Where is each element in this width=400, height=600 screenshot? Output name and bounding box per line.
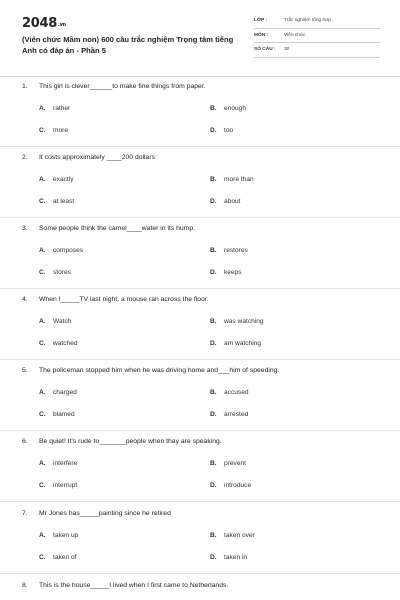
option-letter: B. [210, 247, 217, 254]
question [0, 581, 400, 597]
question-separator [0, 430, 400, 431]
option-letter: A. [39, 105, 46, 112]
meta-value: Trắc nghiệm tổng hợp [284, 18, 331, 23]
option-text: arrested [224, 411, 249, 418]
option-text: about [224, 198, 241, 205]
option-text: taken of [53, 554, 77, 561]
option-text: prevent [224, 460, 246, 467]
question-number: 1. [22, 83, 28, 90]
option-letter: D. [210, 554, 217, 561]
option-c[interactable] [39, 410, 75, 419]
question-stem: This girl is clever______to make fine things from paper. [39, 83, 206, 90]
logo-suffix: .vn [57, 22, 66, 28]
option-text: restores [224, 247, 248, 254]
option-text: at least [53, 198, 75, 205]
option-c[interactable] [39, 339, 78, 348]
option-letter: C. [39, 340, 46, 347]
question-number: 6. [22, 438, 28, 445]
question-stem: This is the house_____I lived when I first came to Netherlands. [39, 582, 229, 589]
page-header [0, 0, 400, 76]
meta-row-subject [254, 29, 380, 44]
option-letter: B. [210, 176, 217, 183]
option-letter: D. [210, 340, 217, 347]
question-text [22, 437, 222, 446]
question-number: 3. [22, 225, 28, 232]
question [0, 366, 400, 426]
option-d[interactable] [210, 553, 247, 562]
question [0, 295, 400, 355]
option-letter: C. [39, 411, 46, 418]
question-number: 4. [22, 296, 28, 303]
question-text [22, 509, 171, 518]
question-number: 8. [22, 582, 28, 589]
option-c[interactable] [39, 268, 71, 277]
option-a[interactable] [39, 459, 77, 468]
option-c[interactable] [39, 197, 74, 206]
option-text: accused [224, 389, 249, 396]
option-letter: C. [39, 554, 46, 561]
option-letter: B. [210, 318, 217, 325]
meta-row-count [254, 43, 380, 58]
meta-label: LỚP : [254, 18, 268, 23]
question [0, 224, 400, 284]
question [0, 509, 400, 569]
option-text: taken over [224, 532, 255, 539]
question-text [22, 581, 228, 590]
question-stem: Some people think the camel____water in its hump. [39, 225, 196, 232]
question-number: 5. [22, 367, 28, 374]
question-separator [0, 573, 400, 574]
question-stem: It costs approximately ____200 dollars [39, 154, 155, 161]
option-letter: C. [39, 269, 46, 276]
option-letter: D. [210, 411, 217, 418]
question-separator [0, 217, 400, 218]
option-d[interactable] [210, 410, 248, 419]
option-letter: D. [210, 269, 217, 276]
option-a[interactable] [39, 175, 74, 184]
meta-value: 30 [284, 47, 290, 52]
option-d[interactable] [210, 481, 251, 490]
document-title: (Viên chức Mầm non) 600 câu trắc nghiệm Trọng tâm tiếng Anh có đáp án - Phần 5 [22, 35, 234, 55]
option-letter: C. [39, 198, 46, 205]
question-text [22, 224, 195, 233]
option-text: blamed [53, 411, 75, 418]
question-stem: The policeman stopped him when he was driving home and___him of speeding. [39, 367, 280, 374]
option-letter: D. [210, 482, 217, 489]
option-letter: B. [210, 460, 217, 467]
question-separator [0, 359, 400, 360]
option-a[interactable] [39, 104, 70, 113]
option-letter: A. [39, 389, 46, 396]
option-text: interfere [53, 460, 78, 467]
question-stem: Mr Jones has_____painting since he retired [39, 510, 171, 517]
option-letter: B. [210, 389, 217, 396]
logo-text: 2048 [22, 16, 57, 31]
option-text: watched [53, 340, 78, 347]
option-b[interactable] [210, 388, 249, 397]
option-letter: C. [39, 482, 46, 489]
option-text: stores [53, 269, 71, 276]
option-letter: B. [210, 105, 217, 112]
question-text [22, 153, 155, 162]
option-d[interactable] [210, 339, 261, 348]
option-letter: B. [210, 532, 217, 539]
question-separator [0, 501, 400, 502]
option-letter: A. [39, 247, 46, 254]
option-b[interactable] [210, 459, 246, 468]
option-a[interactable] [39, 531, 78, 540]
option-d[interactable] [210, 197, 241, 206]
option-b[interactable] [210, 246, 248, 255]
option-a[interactable] [39, 246, 83, 255]
question-stem: When I_____TV last night, a mouse ran across the floor. [39, 296, 209, 303]
option-letter: A. [39, 460, 46, 467]
option-text: rather [53, 105, 71, 112]
header-divider [0, 76, 400, 77]
option-b[interactable] [210, 104, 246, 113]
option-letter: A. [39, 318, 46, 325]
question-stem: Be quiet! It's rude to_______people when thay are speaking. [39, 438, 222, 445]
option-text: introduce [224, 482, 252, 489]
site-logo[interactable] [22, 16, 66, 31]
meta-label: MÔN : [254, 32, 269, 38]
option-text: taken up [53, 532, 79, 539]
question-text [22, 295, 209, 304]
option-text: charged [53, 389, 77, 396]
question-separator [0, 288, 400, 289]
option-text: Watch [53, 318, 72, 325]
option-b[interactable] [210, 317, 264, 326]
option-text: am watching [224, 340, 262, 347]
option-text: keeps [224, 269, 242, 276]
option-text: taken in [224, 554, 248, 561]
question-number: 7. [22, 510, 28, 517]
option-d[interactable] [210, 126, 233, 135]
option-b[interactable] [210, 531, 255, 540]
question-number: 2. [22, 154, 28, 161]
option-text: exactly [53, 176, 74, 183]
meta-label: SỐ CÂU : [254, 47, 276, 52]
option-d[interactable] [210, 268, 242, 277]
option-a[interactable] [39, 317, 71, 326]
option-letter: D. [210, 127, 217, 134]
option-letter: C. [39, 127, 46, 134]
meta-value: Viên chức [284, 32, 306, 38]
option-c[interactable] [39, 553, 76, 562]
question [0, 437, 400, 497]
question-separator [0, 146, 400, 147]
option-c[interactable] [39, 481, 77, 490]
option-text: composes [53, 247, 84, 254]
meta-row-class [254, 14, 380, 29]
option-c[interactable] [39, 126, 68, 135]
option-text: interrupt [53, 482, 78, 489]
option-letter: A. [39, 532, 46, 539]
question [0, 82, 400, 142]
option-b[interactable] [210, 175, 254, 184]
option-letter: D. [210, 198, 217, 205]
question [0, 153, 400, 213]
option-text: too [224, 127, 234, 134]
option-letter: A. [39, 176, 46, 183]
option-text: was watching [224, 318, 264, 325]
question-text [22, 366, 279, 375]
question-text [22, 82, 206, 91]
option-a[interactable] [39, 388, 77, 397]
option-text: more [53, 127, 69, 134]
option-text: enough [224, 105, 247, 112]
option-text: more than [224, 176, 254, 183]
meta-info [254, 14, 380, 58]
